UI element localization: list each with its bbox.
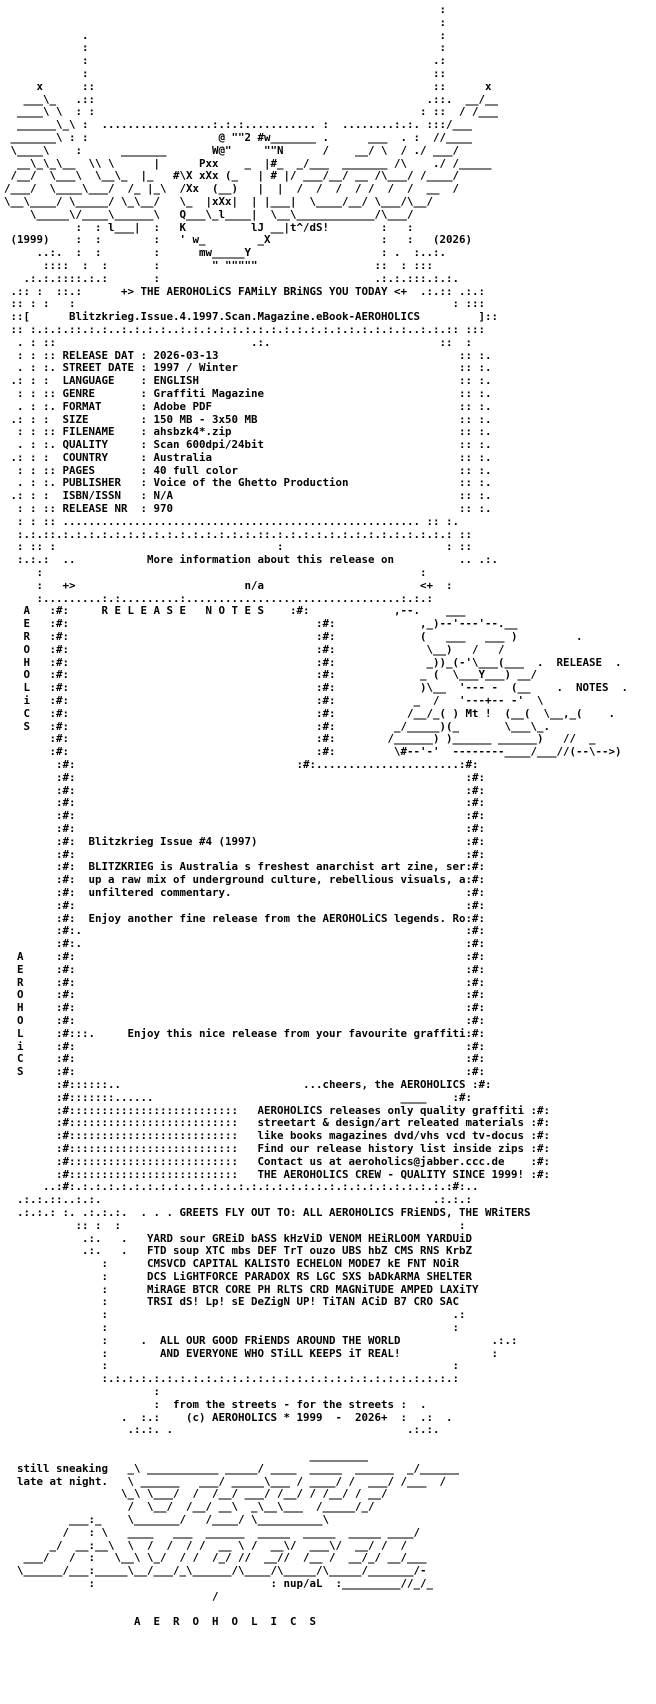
nfo-text: : : . : : : : .: : :: x :: :: x ___\_ .:: .::. __/__ ____\ \ : : : :: / /___ ______\_\ : .................:.:.:........... : ........:.:. :::/___ _______\ : : @ ""2 #w_______ . ___ . : //____ \____\ : _______ W@" ""N / __/ \ / ./ ___/ __\_\_\__ \\ \ | Pxx _ |#_ _/___ _______ /\ ./ /_____ /__/ \___\ \__\_ |_ #\X xXx (_ | # |/ ___/__/ __ /\___/ /____/ /___/ \____\___/ /_ |_\ /Xx (__) | | / / / / / / / __ / \__\____/ \_____/ \_\__/ \_ |xXx| | |___| \____/__/ \___/\__/ \_____\/____\______\ Q___\_l____| \__\____________/\___/ : : l___| : K lJ __|t^/dS! : : (1999) : : : ' w_ _X : : (2026) ..:. : : : mw_____Y : . :..:. :::: : : : " """"" :: : ::: .:.:.::::.:.: : .:.:.:::.:.:. .:: : ::.: +> THE AEROHOLiCS FAMiLY BRiNGS YOU TODAY <+ .:.:: .:.: :: : : : : ::: ::[ Blitzkrieg.Issue.4.1997.Scan.Magazine.eBook-AEROHOLICS ]:: :: :.:.:.::.:.:..:.:.:.:..:.:.:.:.:.:.:.:.:.:.:.:.:.:.:.:.:.:..:.:.:: ::: . : :: .:. :: : : : :: RELEASE DAT : 2026-03-13 :: :. . : :. STREET DATE : 1997 / Winter :: :. .: : : LANGUAGE : ENGLISH :: :. : : :: GENRE : Graffiti Magazine :: :. . : :. FORMAT : Adobe PDF :: :. .: : : SIZE : 150 MB - 3x50 MB :: :. : : :: FILENAME : ahsbzk4*.zip :: :. . : :. QUALITY : Scan 600dpi/24bit :: :. .: : : COUNTRY : Australia :: :. : : :: PAGES : 40 full color :: :. . : :. PUBLISHER : Voice of the Ghetto Production :: :. .: : : ISBN/ISSN : N/A :: :. : : :: RELEASE NR : 970 :: :. : : :: ....................................................... :: :. :.:.::.:.:.:.:.:.:.:.:.:.:.:.:.:.:.:.::.:.:.:.:.:.:.:.:.:.:.:.:.:.: :: : :: : : : :: :.:.: .. More information about this release on .. .:. : : : +> n/a <+ : :.........:.:.........:.................................:.:.: A :#: R E L E A S E N O T E S :#: ,--. ___ E :#: :#: ,_)--'---'--.__ R :#: :#: ( ___ ___ ) . O :#: :#: \__) / / H :#: :#: _))_(-'\___(___ . RELEASE . O :#: :#: _ ( \___Y___) __/ L :#: :#: )\__ '--- - (__ . NOTES . i :#: :#: _ / '---+-- -' \ C :#: :#: /__/_( ) Mt ! (__( \__,_( . S :#: :#: _/_____)(_ \___\_. :#: :#: /______) )______ ______) // _ :#: :#: \#--'-' --------____/___//(--\-->) :#: :#:......................:#: :#: :#: :#: :#: :#: :#: :#: :#: :#: :#: :#: Blitzkrieg Issue #4 (1997) :#: :#: :#: :#: BLITZKRIEG is Australia s freshest anarchist art zine, ser:#: :#: up a raw mix of underground culture, rebellious visuals, a:#: :#: unfiltered commentary. :#: :#: :#: :#: Enjoy another fine release from the AEROHOLiCS legends. Ro:#: :#:. :#: :#:. :#: A :#: :#: E :#: :#: R :#: :#: O :#: :#: H :#: :#: O :#: :#: L :#:::. Enjoy this nice release from your favourite graffiti:#: i :#: :#: C :#: :#: S :#: :#: :#::::::.. ...cheers, the AEROHOLICS :#: :#:::::::...... ____ :#: :#:::::::::::::::::::::::::: AEROHOLICS releases only quality graffiti :#: :#:::::::::::::::::::::::::: streetart & design/art releated materials :#: :#:::::::::::::::::::::::::: like books magazines dvd/vhs vcd tv-docus :#: :#:::::::::::::::::::::::::: Find our release history list inside zips :#: :#:::::::::::::::::::::::::: Contact us at aeroholics@jabber.ccc.de :#: :#:::::::::::::::::::::::::: THE AEROHOLICS CREW - QUALITY SINCE 1999! :#: ..:#:.:.:.:.:.:.:.:.:.:.:.:.:.:.:.:.:.:.:.:.:.:.:.:.:.:.:.:.:.:#:.. .:.:.::..:.:. .:.:.: .:.:.: :. .:.:.:. . . . GREETS FLY OUT TO: ALL AEROHOLICS FRiENDS, THE WRiTERS :: : : : .:. . YARD sour GREiD bASS kHzViD VENOM HEiRLOOM YARDUiD .:. . FTD soup XTC mbs DEF TrT ouzo UBS hbZ CMS RNS KrbZ : CMSVCD CAPITAL KALISTO ECHELON MODE7 kE FNT NOiR : DCS LiGHTFORCE PARADOX RS LGC SXS bADkARMA SHELTER : MiRAGE BTCR CORE PH RLTS CRD MAGNiTUDE AMPED LAXiTY : TRSI dS! Lp! sE DeZigN UP! TiTAN ACiD B7 CRO SAC : .: : : : . ALL OUR GOOD FRiENDS AROUND THE WORLD .:.: : AND EVERYONE WHO STiLL KEEPS iT REAL! : : : :.:.:.:.:.:.:.:.:.:.:.:.:.:.:.:.:.:.:.:.:.:.:.:.:.:.:.: : : from the streets - for the streets : . . :.: (c) AEROHOLICS * 1999 - 2026+ : .: . .:.:. . .:.:. _________ still sneaking _\ ___________ _____/ ____ _____ ______ _/______ late at night. \ ______ ___/ _____\___ / ____/ / ___/ /___ / \_\ \___/ / /__/ ___/ /__/ / /__/ / __/ / \__/ /__/ __\ _\__\___ /_____/_/ ___:_ \_______/ /____/ \__________\ / : \ ____ ___ ______ _____ _____ _____ ____/ _/ __:__\ \ / / / / __ \ / __\/ ___\/ __/ / / ___/ / : \__\ \_/ / / /_/ // __// /__ / __/_/ __/___ \______/___:_____\__/___/_\______/\____/\_____/\_____/_______/- : : nup/aL :_________//_/_ / A E R O H O L I C S — [4, 3, 629, 1629]
